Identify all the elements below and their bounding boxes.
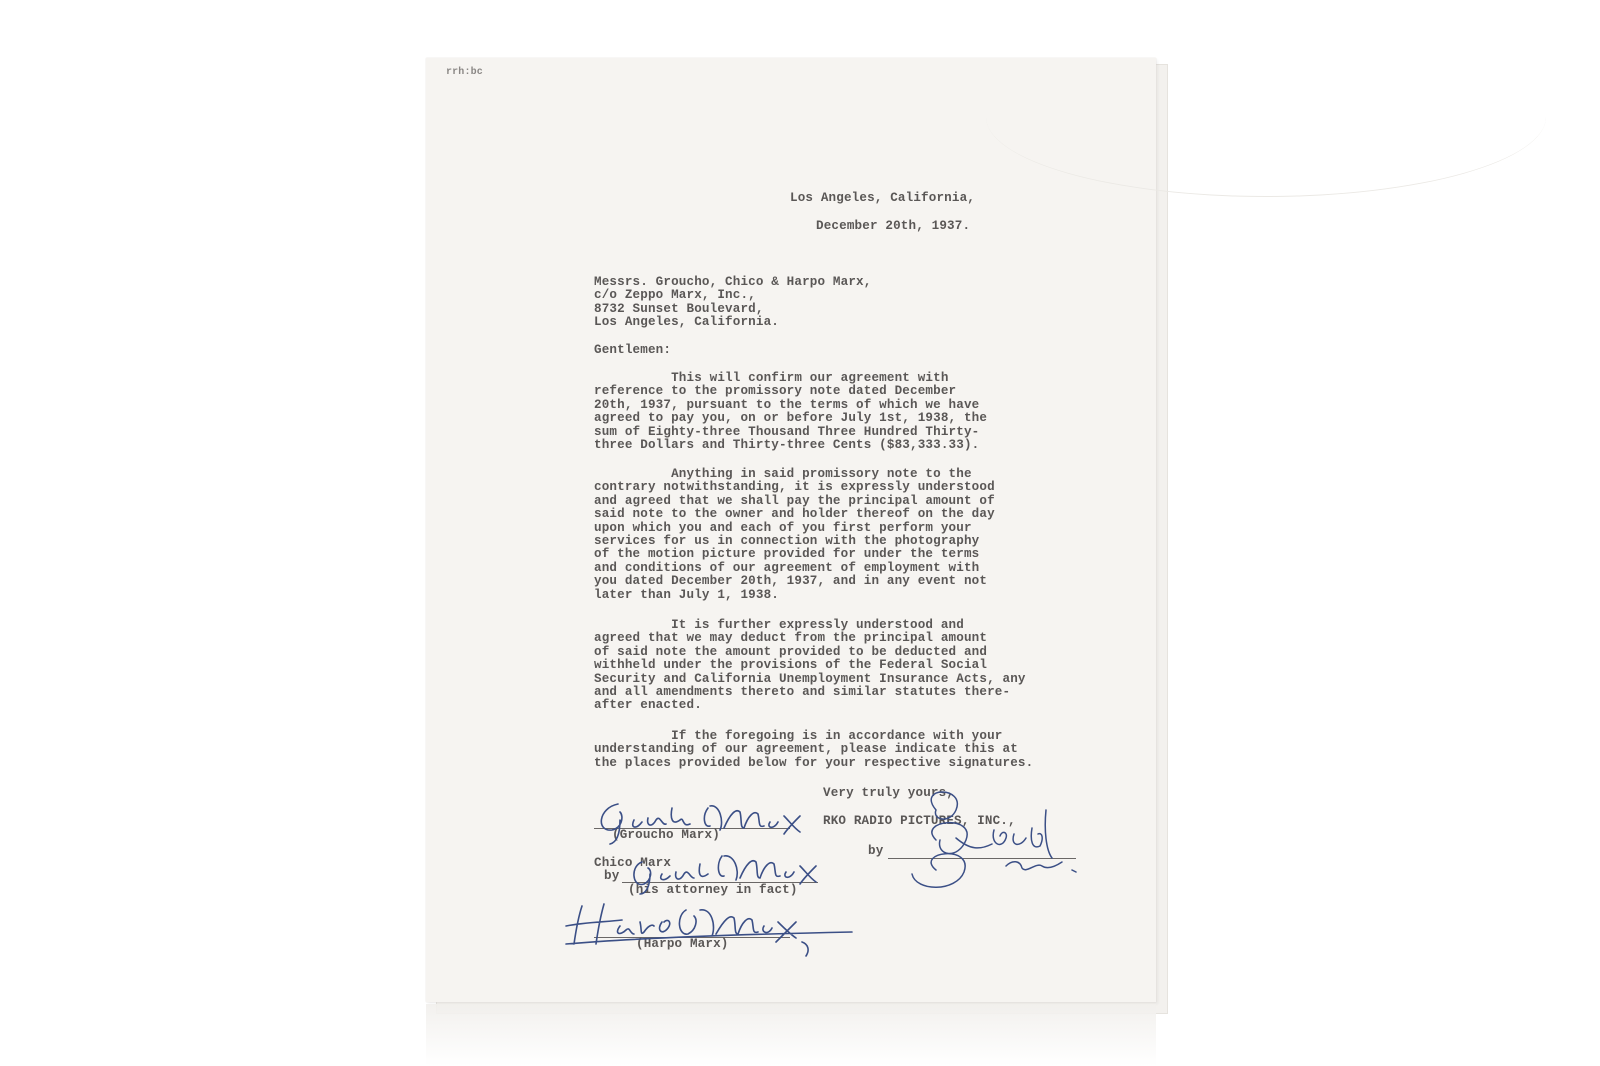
letter-place: Los Angeles, California, xyxy=(790,191,975,205)
chico-signature-by-groucho xyxy=(628,848,848,903)
chico-name: Chico Marx xyxy=(594,856,672,870)
groucho-caption: (Groucho Marx) xyxy=(612,828,720,842)
paragraph-3: It is further expressly understood and agreed that we may deduct from the principal amount of said note the amount provided to be deducted and withheld under the provisions of the Federal Social Security and California Unemployment Insurance Acts, any and all amendments thereto and similar statutes there- after enacted. xyxy=(594,618,1026,713)
chico-by-label: by xyxy=(604,869,620,883)
company-by-label: by xyxy=(868,844,884,858)
sleeve-edge xyxy=(986,116,1546,197)
reference-initials: rrh:bc xyxy=(446,67,483,78)
rko-signature xyxy=(896,780,1096,905)
paragraph-1: This will confirm our agreement with reference to the promissory note dated December 20th, 1937, pursuant to the terms of which we have agreed to pay you, on or before July 1st, 1938, the sum of Eighty-three Thousand Three Hundred Thirty- three Dollars and Thirty-three Cents ($83,333.33). xyxy=(594,371,988,453)
attorney-caption: (his attorney in fact) xyxy=(628,883,798,897)
paragraph-4: If the foregoing is in accordance with your understanding of our agreement, please indicate this at the places provided below for your respective signatures. xyxy=(594,729,1034,770)
page-reflection xyxy=(426,1004,1156,1066)
company-name: RKO RADIO PICTURES, INC., xyxy=(823,814,1016,828)
paragraph-2: Anything in said promissory note to the contrary notwithstanding, it is expressly understood and agreed that we shall pay the principal amount of said note to the owner and holder thereof on the day upon which you and each of you first perform your services for us in connection with the photography of the motion picture provided for under the terms and conditions of our agreement of employment with you dated December 20th, 1937, and in any event not later than July 1, 1938. xyxy=(594,467,995,602)
harpo-caption: (Harpo Marx) xyxy=(636,937,729,951)
recipient-address: Messrs. Groucho, Chico & Harpo Marx, c/o Zeppo Marx, Inc., 8732 Sunset Boulevard, Los Angeles, California. xyxy=(594,275,872,330)
salutation: Gentlemen: xyxy=(594,343,672,357)
letter-date: December 20th, 1937. xyxy=(816,219,971,233)
groucho-signature xyxy=(590,798,820,853)
closing: Very truly yours, xyxy=(823,786,955,800)
harpo-signature xyxy=(556,900,856,965)
